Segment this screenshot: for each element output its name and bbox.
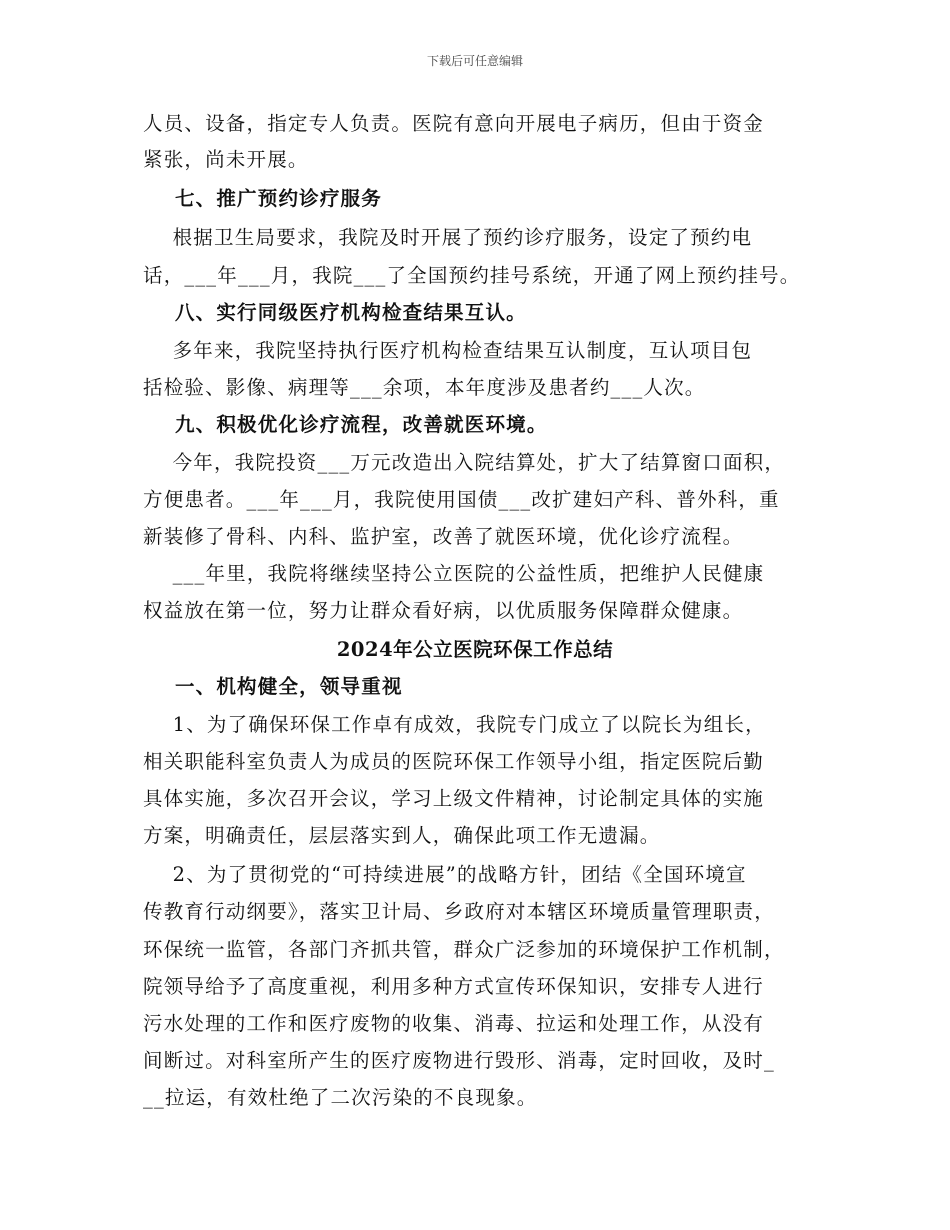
body-line: 具体实施，多次召开会议，学习上级文件精神，讨论制定具体的实施	[143, 787, 765, 810]
body-line: 院领导给予了高度重视，利用多种方式宣传环保知识，安排专人进行	[143, 975, 765, 998]
body-line: 相关职能科室负责人为成员的医院环保工作领导小组，指定医院后勤	[143, 750, 765, 773]
body-line: 括检验、影像、病理等___余项，本年度涉及患者约___人次。	[143, 376, 706, 399]
body-line: 新装修了骨科、内科、监护室，改善了就医环境，优化诊疗流程。	[143, 525, 744, 548]
body-line: 1、为了确保环保工作卓有成效，我院专门成立了以院长为组长，	[143, 713, 766, 736]
body-line: 话，___年___月，我院___了全国预约挂号系统，开通了网上预约挂号。	[143, 264, 801, 287]
body-line: 根据卫生局要求，我院及时开展了预约诊疗服务，设定了预约电	[143, 226, 753, 249]
body-line: 方便患者。___年___月，我院使用国债___改扩建妇产科、普外科，重	[143, 488, 780, 511]
body-line: 2、为了贯彻党的“可持续进展”的战略方针，团结《全国环境宣	[143, 863, 747, 886]
body-line: 人员、设备，指定专人负责。医院有意向开展电子病历，但由于资金	[143, 112, 765, 135]
body-line: 权益放在第一位，努力让群众看好病，以优质服务保障群众健康。	[143, 599, 744, 622]
body-line: 多年来，我院坚持执行医疗机构检查结果互认制度，互认项目包	[143, 339, 753, 362]
section-heading: 九、积极优化诊疗流程，改善就医环境。	[143, 413, 548, 436]
body-line: 方案，明确责任，层层落实到人，确保此项工作无遗漏。	[143, 824, 661, 847]
section-heading: 一、机构健全，领导重视	[143, 675, 403, 698]
document-title: 2024年公立医院环保工作总结	[336, 638, 614, 661]
section-heading: 八、实行同级医疗机构检查结果互认。	[143, 301, 527, 324]
body-line: 间断过。对科室所产生的医疗废物进行毁形、消毒，定时回收，及时_	[143, 1049, 775, 1072]
body-line: 传教育行动纲要》，落实卫计局、乡政府对本辖区环境质量管理职责，	[143, 900, 775, 923]
body-line: __拉运，有效杜绝了二次污染的不良现象。	[143, 1086, 538, 1109]
body-line: 今年，我院投资___万元改造出入院结算处，扩大了结算窗口面积，	[143, 451, 786, 474]
page-header: 下载后可任意编辑	[426, 54, 523, 68]
body-line: 紧张，尚未开展。	[143, 148, 309, 171]
body-line: 环保统一监管，各部门齐抓共管，群众广泛参加的环境保护工作机制，	[143, 938, 785, 961]
section-heading: 七、推广预约诊疗服务	[143, 187, 382, 210]
body-line: ___年里，我院将继续坚持公立医院的公益性质，把维护人民健康	[143, 562, 765, 585]
body-line: 污水处理的工作和医疗废物的收集、消毒、拉运和处理工作，从没有	[143, 1012, 765, 1035]
